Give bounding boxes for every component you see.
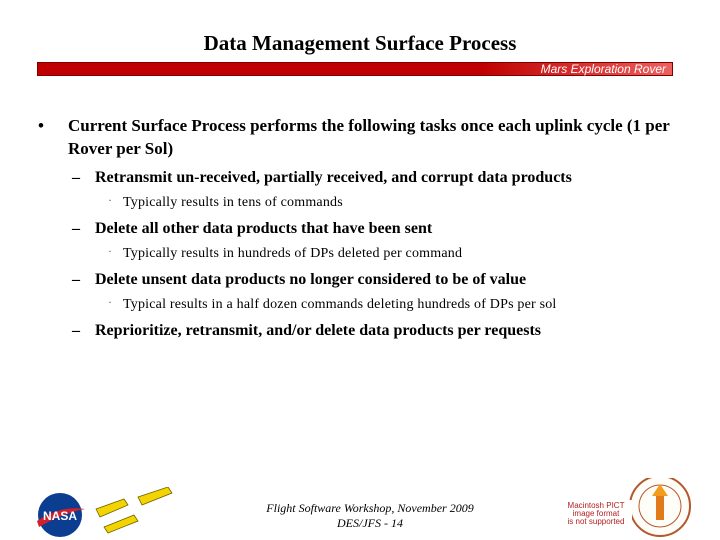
sub-bullet-2 (0, 218, 720, 239)
detail-2 (0, 244, 720, 263)
seal-text-3: is not supported (567, 517, 625, 526)
main-bullet-text: Current Surface Process performs the following tasks once each uplink cycle (1 per Rover per Sol) (68, 116, 670, 158)
sub-bullet-4 (0, 320, 720, 341)
dot-icon: · (108, 244, 113, 258)
main-bullet (0, 114, 720, 160)
sub-bullet-text: Retransmit un-received, partially received, and corrupt data products (95, 169, 572, 186)
detail-text: Typically results in tens of commands (123, 195, 343, 210)
bullet-icon: • (38, 116, 44, 135)
detail-text: Typical results in a half dozen commands deleting hundreds of DPs per sol (123, 297, 557, 312)
dash-icon: – (72, 271, 80, 288)
footer-page-id: DES/JFS - 14 (337, 516, 403, 530)
footer-workshop: Flight Software Workshop, November 2009 (266, 501, 474, 515)
detail-1 (0, 193, 720, 212)
dash-icon: – (72, 169, 80, 186)
caltech-seal-icon (560, 478, 700, 538)
slide-title: Data Management Surface Process (203, 31, 517, 55)
sub-bullet-3 (0, 269, 720, 290)
seal-text-1: Macintosh PICT (567, 501, 625, 510)
nasa-logo-icon (31, 491, 89, 539)
nasa-logo-text: NASA (42, 509, 78, 523)
dot-icon: · (108, 295, 113, 309)
title-banner (37, 62, 673, 76)
detail-text: Typically results in hundreds of DPs deleted per command (123, 246, 463, 261)
dash-icon: – (72, 220, 80, 237)
sub-bullet-text: Delete unsent data products no longer considered to be of value (95, 271, 527, 288)
seal-text-2: image format (572, 509, 620, 518)
slide-body (0, 114, 720, 341)
sub-bullet-text: Reprioritize, retransmit, and/or delete data products per requests (95, 322, 542, 339)
detail-3 (0, 295, 720, 314)
sub-bullet-text: Delete all other data products that have been sent (95, 220, 433, 237)
banner-label: Mars Exploration Rover (540, 62, 666, 76)
dash-icon: – (72, 322, 80, 339)
mer-wedges-icon (92, 487, 174, 537)
footer (240, 501, 500, 531)
sub-bullet-1 (0, 167, 720, 188)
dot-icon: · (108, 193, 113, 207)
